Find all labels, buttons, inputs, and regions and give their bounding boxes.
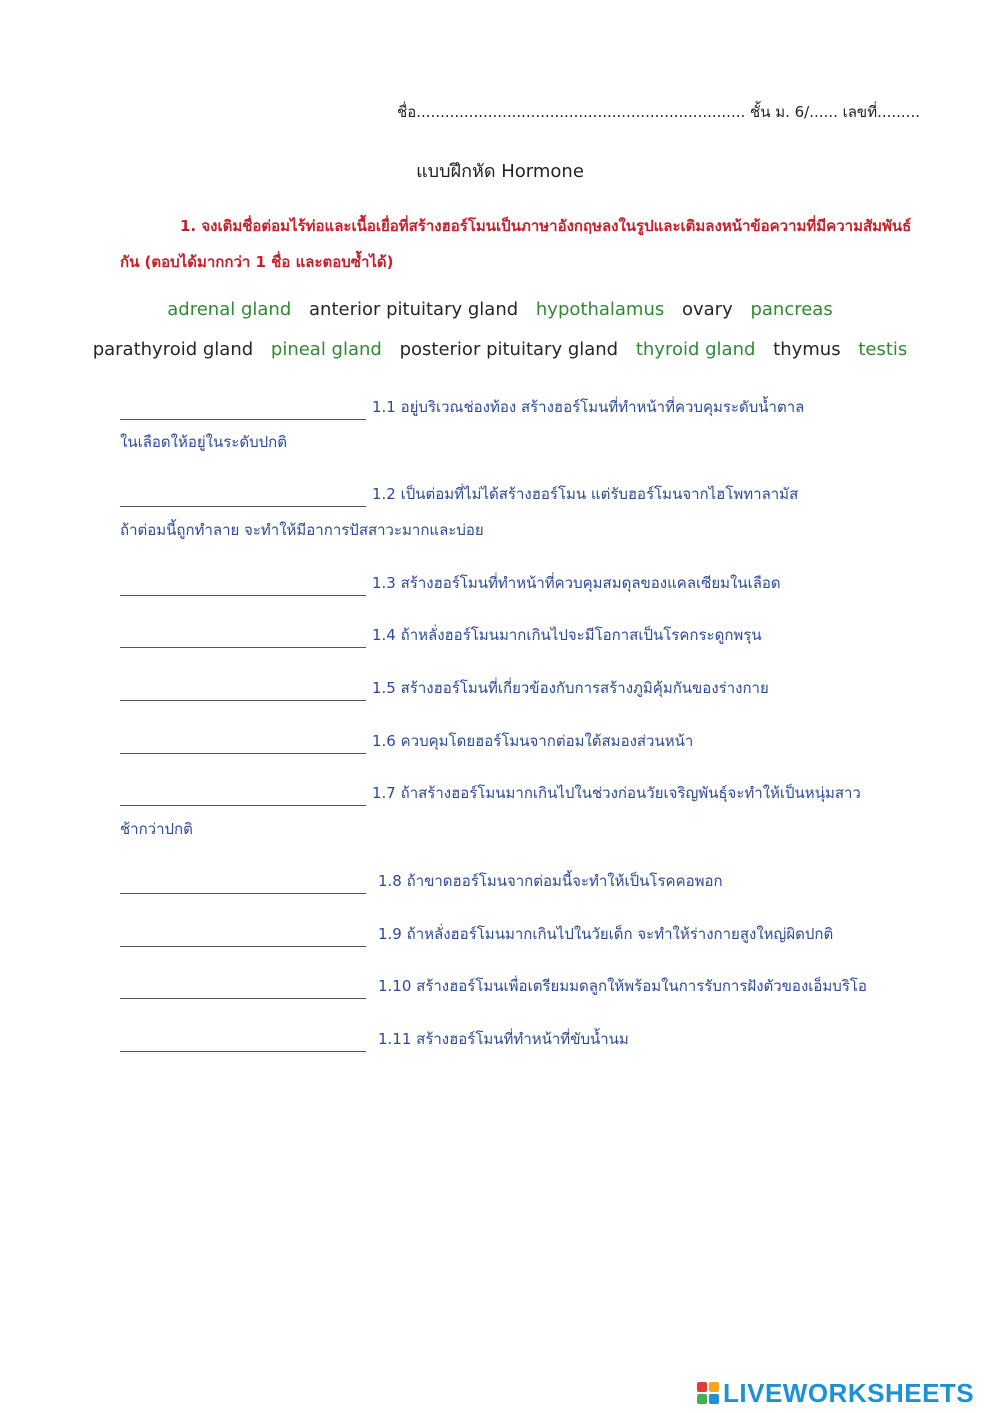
answer-blank[interactable] <box>120 676 366 701</box>
answer-blank[interactable] <box>120 571 366 596</box>
word-bank-item: pancreas <box>750 299 833 320</box>
word-bank-item: anterior pituitary gland <box>309 299 519 320</box>
word-bank-item: testis <box>858 339 908 360</box>
question-text: 1.4 ถ้าหลั่งฮอร์โมนมากเกินไปจะมีโอกาสเป็นโรคกระดูกพรุน <box>372 626 762 644</box>
question-row <box>120 781 940 807</box>
answer-blank[interactable] <box>120 781 366 806</box>
question-text: 1.5 สร้างฮอร์โมนที่เกี่ยวข้องกับการสร้างภูมิคุ้มกันของร่างกาย <box>372 679 769 697</box>
word-bank-item: posterior pituitary gland <box>399 339 619 360</box>
word-bank-item: pineal gland <box>270 339 382 360</box>
question-row <box>120 1027 940 1053</box>
logo-blocks-icon <box>697 1382 719 1404</box>
word-bank-item: hypothalamus <box>535 299 665 320</box>
question-continuation: ช้ากว่าปกติ <box>120 820 193 838</box>
question-text: 1.3 สร้างฮอร์โมนที่ทำหน้าที่ควบคุมสมดุลของแคลเซียมในเลือด <box>372 574 781 592</box>
liveworksheets-logo[interactable] <box>697 1378 974 1408</box>
word-bank-item: ovary <box>681 299 733 320</box>
question-continuation: ถ้าต่อมนี้ถูกทำลาย จะทำให้มีอาการปัสสาวะมากและบ่อย <box>120 521 484 539</box>
question-text: 1.10 สร้างฮอร์โมนเพื่อเตรียมมดลูกให้พร้อมในการรับการฝังตัวของเอ็มบริโอ <box>378 977 867 995</box>
word-bank-item: adrenal gland <box>167 299 292 320</box>
logo-text: LIVEWORKSHEETS <box>723 1377 975 1408</box>
question-row <box>120 623 940 649</box>
question-row <box>120 676 940 702</box>
question-row <box>120 482 940 508</box>
answer-blank[interactable] <box>120 974 366 999</box>
question-continuation: ในเลือดให้อยู่ในระดับปกติ <box>120 433 287 451</box>
question-text: 1.7 ถ้าสร้างฮอร์โมนมากเกินไปในช่วงก่อนวัยเจริญพันธุ์จะทำให้เป็นหนุ่มสาว <box>372 784 861 802</box>
question-row <box>120 974 940 1000</box>
question-row <box>120 922 940 948</box>
answer-blank[interactable] <box>120 869 366 894</box>
worksheet-title: แบบฝึกหัด Hormone <box>416 161 584 182</box>
question-row <box>120 571 940 597</box>
word-bank-row-1 <box>0 299 1000 320</box>
answer-blank[interactable] <box>120 1027 366 1052</box>
question-row <box>120 729 940 755</box>
answer-blank[interactable] <box>120 395 366 420</box>
question-row <box>120 395 940 421</box>
answer-blank[interactable] <box>120 729 366 754</box>
question-text: 1.8 ถ้าขาดฮอร์โมนจากต่อมนี้จะทำให้เป็นโรคคอพอก <box>378 872 723 890</box>
student-info-line: ชื่อ..................................................................... ชั้น ม. 6/...... เลขที่......... <box>397 103 920 121</box>
answer-blank[interactable] <box>120 922 366 947</box>
question-text: 1.6 ควบคุมโดยฮอร์โมนจากต่อมใต้สมองส่วนหน้า <box>372 732 694 750</box>
question-text: 1.2 เป็นต่อมที่ไม่ได้สร้างฮอร์โมน แต่รับฮอร์โมนจากไฮโพทาลามัส <box>372 485 799 503</box>
question-text: 1.1 อยู่บริเวณช่องท้อง สร้างฮอร์โมนที่ทำหน้าที่ควบคุมระดับน้ำตาล <box>372 398 805 416</box>
instruction-text: 1. จงเติมชื่อต่อมไร้ท่อและเนื้อเยื่อที่สร้างฮอร์โมนเป็นภาษาอังกฤษลงในรูปและเติมลงหน้าข้อความที่มีความสัมพันธ์กัน (ตอบได้มากกว่า 1 ชื่อ และตอบซ้ำได้) <box>120 217 912 271</box>
question-text: 1.9 ถ้าหลั่งฮอร์โมนมากเกินไปในวัยเด็ก จะทำให้ร่างกายสูงใหญ่ผิดปกติ <box>378 925 834 943</box>
question-row <box>120 869 940 895</box>
word-bank-row-2 <box>0 339 1000 360</box>
word-bank-item: thymus <box>773 339 841 360</box>
answer-blank[interactable] <box>120 623 366 648</box>
word-bank-item: thyroid gland <box>635 339 756 360</box>
answer-blank[interactable] <box>120 482 366 507</box>
question-text: 1.11 สร้างฮอร์โมนที่ทำหน้าที่ขับน้ำนม <box>378 1030 629 1048</box>
word-bank-item: parathyroid gland <box>92 339 254 360</box>
